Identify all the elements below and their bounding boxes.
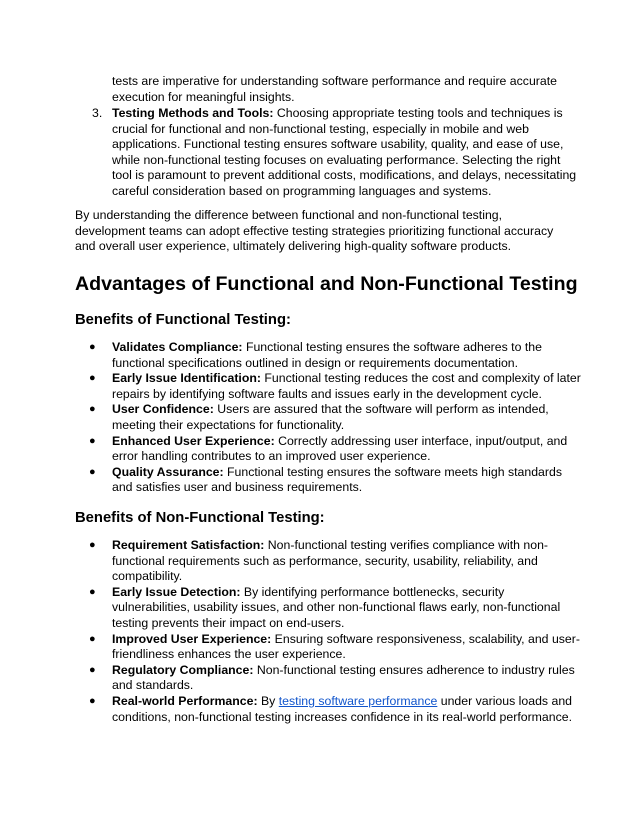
- item-text: Ensuring software responsiveness, scalability, and user-friendliness enhances the user experience.: [112, 631, 580, 662]
- summary-paragraph: By understanding the difference between functional and non-functional testing, development teams can adopt effective testing strategies prioritizing functional accuracy and overall user experience, ultimately delivering high-quality software products.: [75, 208, 554, 254]
- bullet-icon: ●: [89, 465, 96, 478]
- bullet-icon: ●: [89, 632, 96, 645]
- item-text-after-link: under various loads and conditions, non-functional testing increases confidence in its real-world performance.: [112, 693, 573, 724]
- bullet-icon: ●: [89, 663, 96, 676]
- item-title: Improved User Experience:: [112, 631, 272, 646]
- list-item: [88, 340, 582, 371]
- list-item: [88, 585, 582, 632]
- non-functional-benefits-list: [88, 538, 582, 725]
- list-item: [88, 694, 582, 725]
- list-item: [88, 538, 582, 585]
- item-text: Functional testing ensures the software meets high standards and satisfies user and business requirements.: [112, 464, 562, 495]
- list-item: [88, 402, 582, 433]
- item-title: Early Issue Detection:: [112, 584, 241, 599]
- item-title: Quality Assurance:: [112, 464, 224, 479]
- bullet-icon: ●: [89, 585, 96, 598]
- item-text: By identifying performance bottlenecks, security vulnerabilities, usability issues, and other non-functional flaws early, non-functional testing prevents their impact on end-users.: [112, 584, 561, 630]
- section-heading: Advantages of Functional and Non-Functional Testing: [75, 273, 578, 295]
- bullet-icon: ●: [89, 539, 96, 551]
- item-text: Non-functional testing ensures adherence to industry rules and standards.: [112, 662, 575, 693]
- item-title: Real-world Performance:: [112, 693, 258, 708]
- bullet-icon: ●: [89, 434, 96, 447]
- bullet-icon: ●: [89, 372, 96, 385]
- testing-software-performance-link[interactable]: testing software performance: [278, 693, 438, 708]
- functional-benefits-list: [88, 340, 582, 496]
- numbered-list: [88, 106, 582, 200]
- item-text: Correctly addressing user interface, input/output, and error handling contributes to an improved user experience.: [112, 433, 568, 464]
- item-title: Testing Methods and Tools:: [112, 106, 274, 120]
- list-item: [88, 434, 582, 465]
- list-item: [88, 663, 582, 694]
- item-title: Requirement Satisfaction:: [112, 538, 265, 552]
- item-title: Regulatory Compliance:: [112, 662, 254, 677]
- item-number: 3.: [92, 106, 103, 120]
- bullet-icon: ●: [89, 694, 96, 707]
- bullet-icon: ●: [89, 403, 96, 416]
- functional-heading: Benefits of Functional Testing:: [75, 312, 291, 328]
- list-item: [88, 465, 582, 496]
- item-text: Functional testing ensures the software adheres to the functional specifications outlined in design or requirements documentation.: [112, 340, 542, 370]
- list-item: [88, 632, 582, 663]
- item-text: Users are assured that the software will perform as intended, meeting their expectations for functionality.: [112, 402, 549, 432]
- item-title: Validates Compliance:: [112, 340, 243, 354]
- bullet-icon: ●: [89, 341, 96, 353]
- item-text: Functional testing reduces the cost and complexity of later repairs by identifying software faults and issues early in the development cycle.: [112, 371, 581, 401]
- item-title: Early Issue Identification:: [112, 371, 261, 386]
- item-title: Enhanced User Experience:: [112, 433, 275, 448]
- numbered-item-3: [88, 106, 582, 200]
- item-text: Choosing appropriate testing tools and techniques is crucial for functional and non-functional testing, especially in mobile and web applications. Functional testing ensures software usability, quality, and ease of use, while non-functional testing focuses on evaluating performance. Selecting the right tool is paramount to prevent additional costs, modifications, and delays, necessitating careful consideration based on programming languages and systems.: [112, 106, 577, 198]
- list-item: [88, 371, 582, 402]
- item-text-before-link: By: [257, 693, 279, 708]
- item-title: User Confidence:: [112, 402, 214, 417]
- item-text: Non-functional testing verifies compliance with non-functional requirements such as performance, security, usability, reliability, and compatibility.: [112, 538, 549, 584]
- intro-continuation: tests are imperative for understanding software performance and require accurate execution for meaningful insights.: [112, 74, 557, 104]
- non-functional-heading: Benefits of Non-Functional Testing:: [75, 510, 325, 526]
